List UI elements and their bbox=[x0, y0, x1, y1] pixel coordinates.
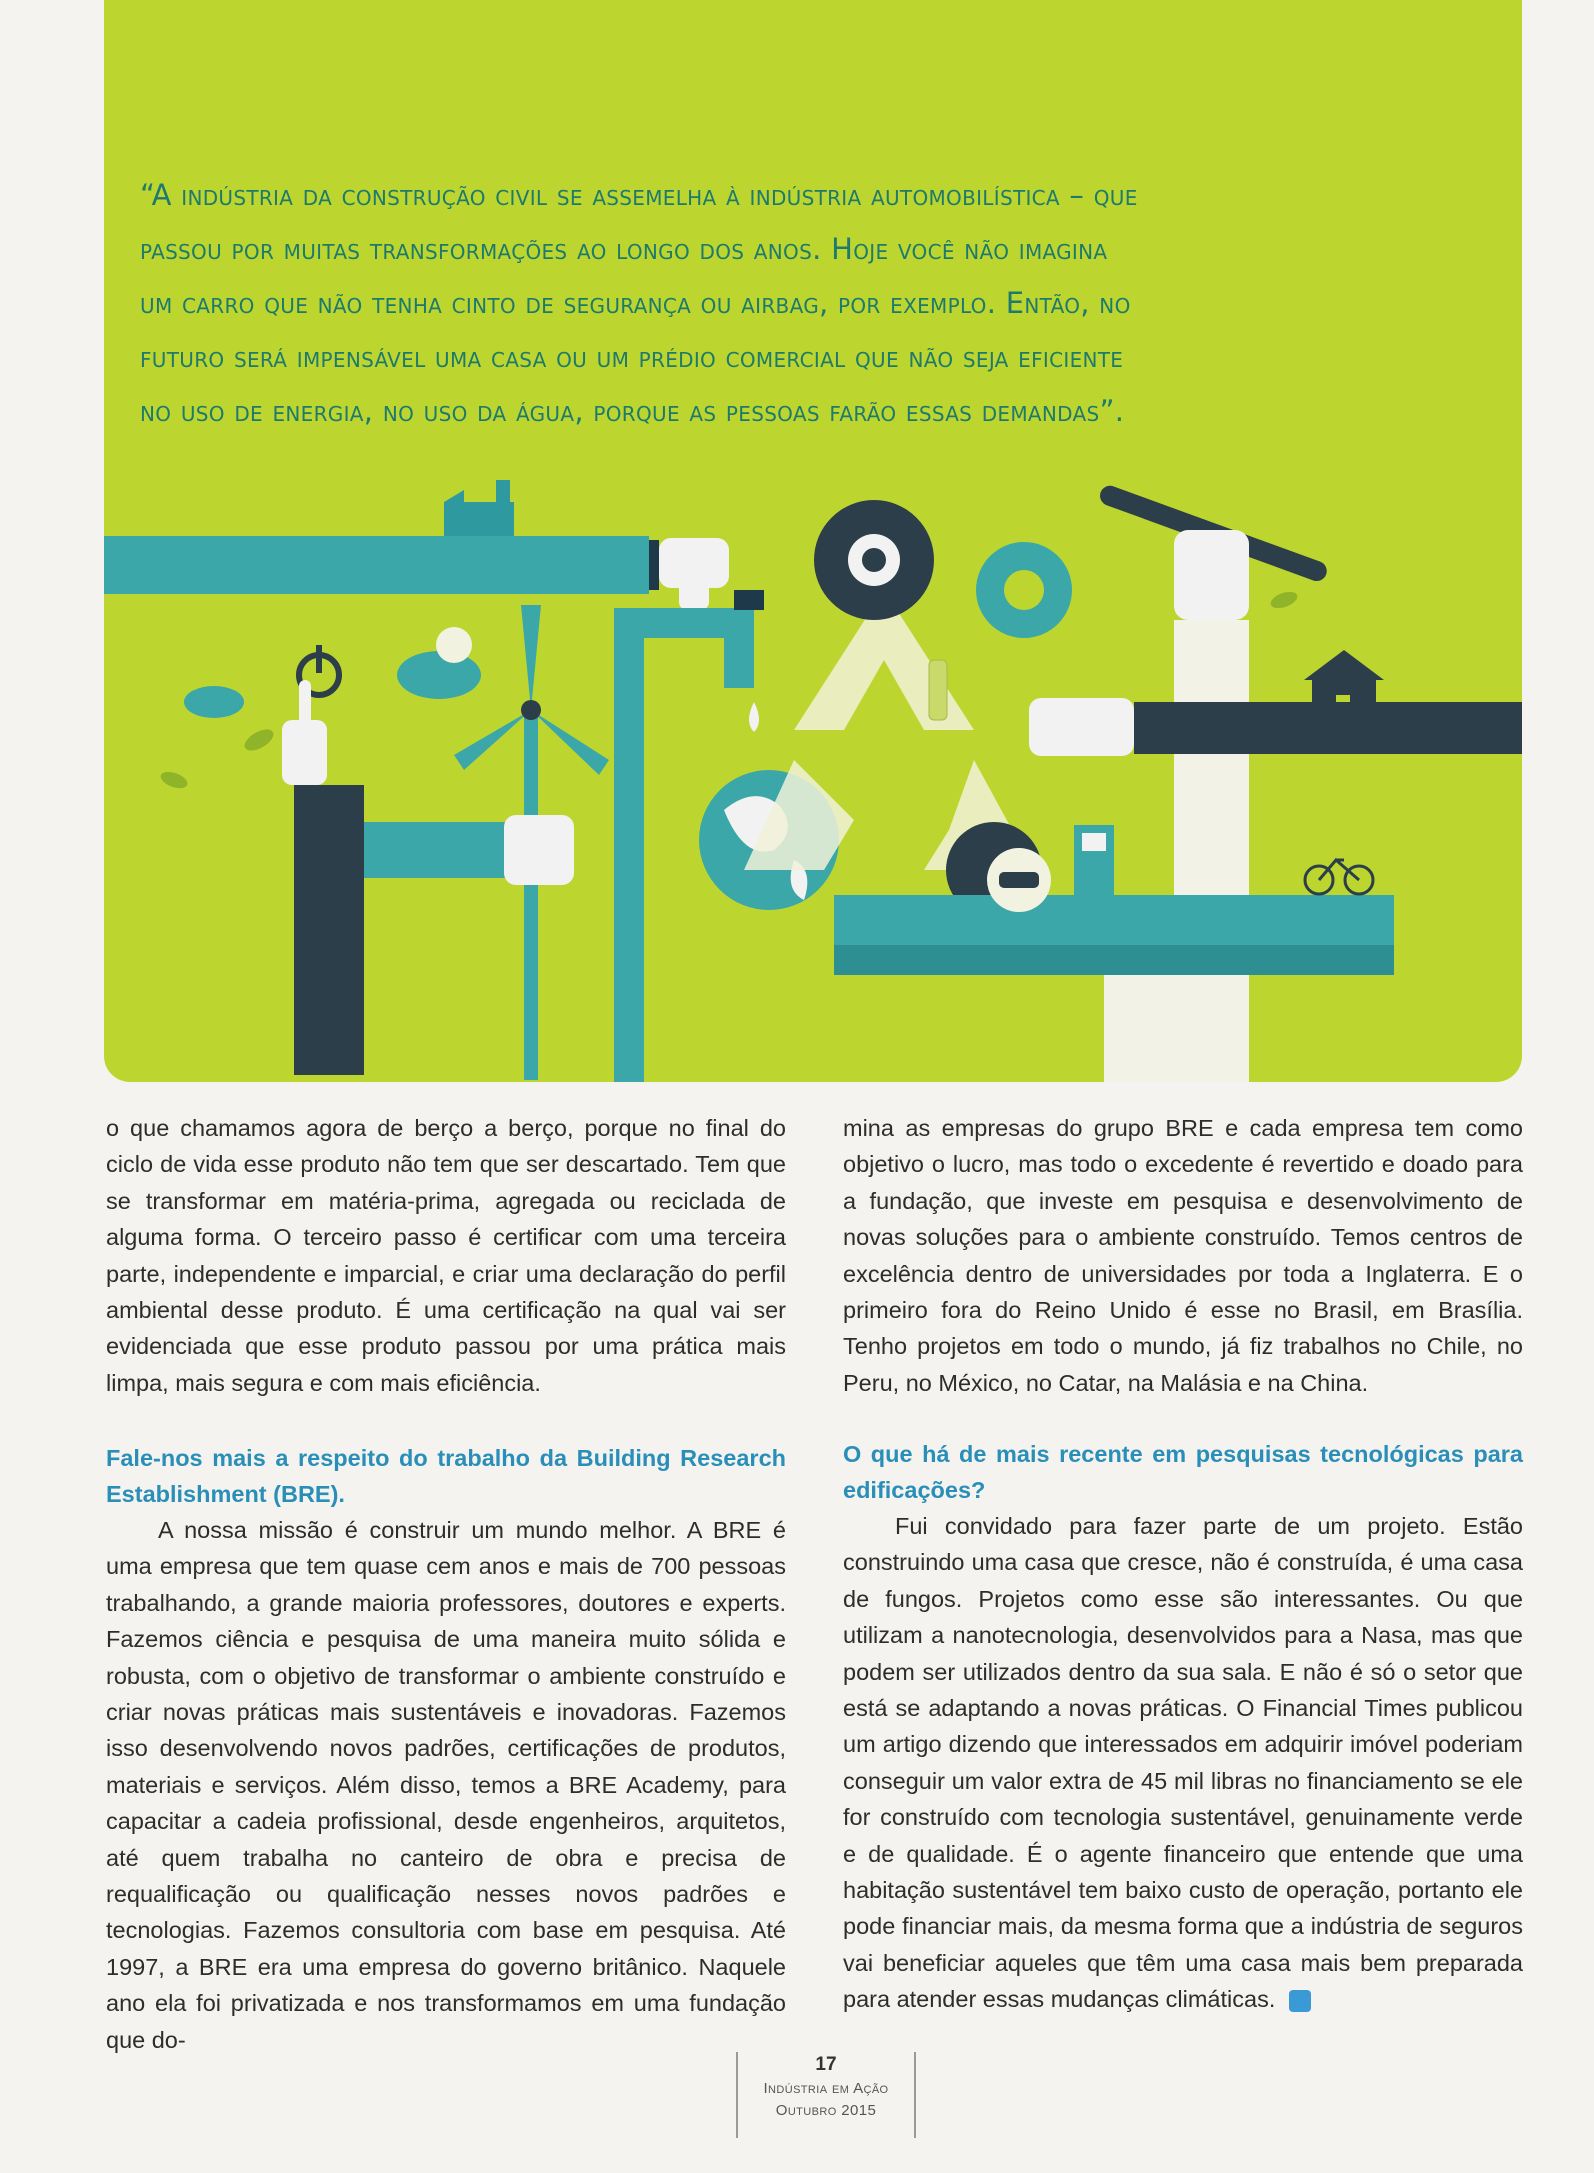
paragraph-text: Fui convidado para fazer parte de um projeto. Estão construindo uma casa que cresce, não é construída, é uma casa de fungos. Projetos como esse são interessantes. Ou que utilizam a nanotecnologia, desenvolvidos para a Nasa, mas que podem ser utilizados dentro da sua sala. E não é só o setor que está se adaptando a novas práticas. O Financial Times publicou um artigo dizendo que interessados em adquirir imóvel poderiam conseguir um valor extra de 45 mil libras no financiamento se ele for construído com tecnologia sustentável, genuinamente verde e de qualidade. É o agente financeiro que entende que uma habitação sustentável tem baixo custo de operação, portanto ele pode financiar mais, da mesma forma que a indústria de seguros vai beneficiar aqueles que têm uma casa mais bem preparada para atender essas mudanças climáticas. bbox=[843, 1513, 1523, 2013]
paragraph: mina as empresas do grupo BRE e cada empresa tem como objetivo o lucro, mas todo o excedente é revertido e doado para a fundação, que investe em pesquisa e desenvolvimento de novas soluções para o ambiente construído. Temos centros de excelência dentro de universidades por toda a Inglaterra. E o primeiro fora do Reino Unido é esse no Brasil, em Brasília. Tenho projetos em todo o mundo, já fiz trabalhos no Chile, no Peru, no México, no Catar, na Malásia e na China. bbox=[843, 1115, 1523, 1396]
column-1-intro bbox=[106, 1110, 786, 1401]
hand-icon bbox=[1029, 698, 1134, 756]
sustainability-illustration bbox=[104, 440, 1522, 1082]
publication-name: Indústria em Ação bbox=[763, 2080, 889, 2097]
gear-icon bbox=[814, 500, 934, 620]
section-heading: O que há de mais recente em pesquisas tecnológicas para edificações? bbox=[843, 1441, 1523, 1503]
page-number: 17 bbox=[815, 2054, 837, 2075]
pull-quote: “A indústria da construção civil se assemelha à indústria automobilística – que passou por muitas transformações ao longo dos anos. Hoje você não imagina um carro que não tenha cinto de segurança ou airbag, por exemplo. Então, no futuro será impensável uma casa ou um prédio comercial que não seja eficiente no uso de energia, no uso da água, porque as pessoas farão essas demandas”. bbox=[140, 178, 1138, 428]
sun-icon bbox=[436, 627, 472, 663]
car-icon bbox=[987, 848, 1051, 912]
end-of-article-marker bbox=[1289, 1990, 1311, 2012]
fuel-pump-icon bbox=[1074, 825, 1114, 895]
bicycle-icon bbox=[1305, 860, 1373, 894]
hand-icon bbox=[504, 815, 574, 885]
publication-date: Outubro 2015 bbox=[775, 2102, 877, 2119]
bottle-icon bbox=[929, 660, 947, 720]
hand-icon bbox=[659, 538, 729, 610]
column-2-section bbox=[843, 1436, 1523, 2018]
hand-icon bbox=[1174, 530, 1249, 620]
section-heading: Fale-nos mais a respeito do trabalho da Building Research Establishment (BRE). bbox=[106, 1445, 786, 1507]
column-2-intro bbox=[843, 1110, 1523, 1401]
factory-icon bbox=[444, 480, 514, 538]
quote-panel bbox=[104, 0, 1522, 1082]
column-1-section bbox=[106, 1440, 786, 2058]
gear-icon bbox=[976, 542, 1072, 638]
page-footer bbox=[736, 2052, 916, 2138]
paragraph bbox=[843, 1508, 1523, 2018]
paragraph: A nossa missão é construir um mundo melhor. A BRE é uma empresa que tem quase cem anos e mais de 700 pessoas trabalhando, a grande maioria professores, doutores e experts. Fazemos ciência e pesquisa de uma maneira muito sólida e robusta, com o objetivo de transformar o ambiente construído e criar novas práticas mais sustentáveis e inovadoras. Fazemos isso desenvolvendo novos padrões, certificações de produtos, materiais e serviços. Além disso, temos a BRE Academy, para capacitar a cadeia profissional, desde engenheiros, arquitetos, até quem trabalha no canteiro de obra e precisa de requalificação ou qualificação nesses novos padrões e tecnologias. Fazemos consultoria com base em pesquisa. Até 1997, a BRE era uma empresa do governo britânico. Naquele ano ela foi privatizada e nos transformamos em uma fundação que do- bbox=[106, 1517, 786, 2053]
paragraph: o que chamamos agora de berço a berço, porque no final do ciclo de vida esse produto não tem que ser descartado. Tem que se transformar em matéria-prima, agregada ou reciclada de alguma forma. O terceiro passo é certificar com uma terceira parte, independente e imparcial, e criar uma declaração do perfil ambiental desse produto. É uma certificação na qual vai ser evidenciada que esse produto passou por uma prática mais limpa, mais segura e com mais eficiência. bbox=[106, 1115, 786, 1396]
